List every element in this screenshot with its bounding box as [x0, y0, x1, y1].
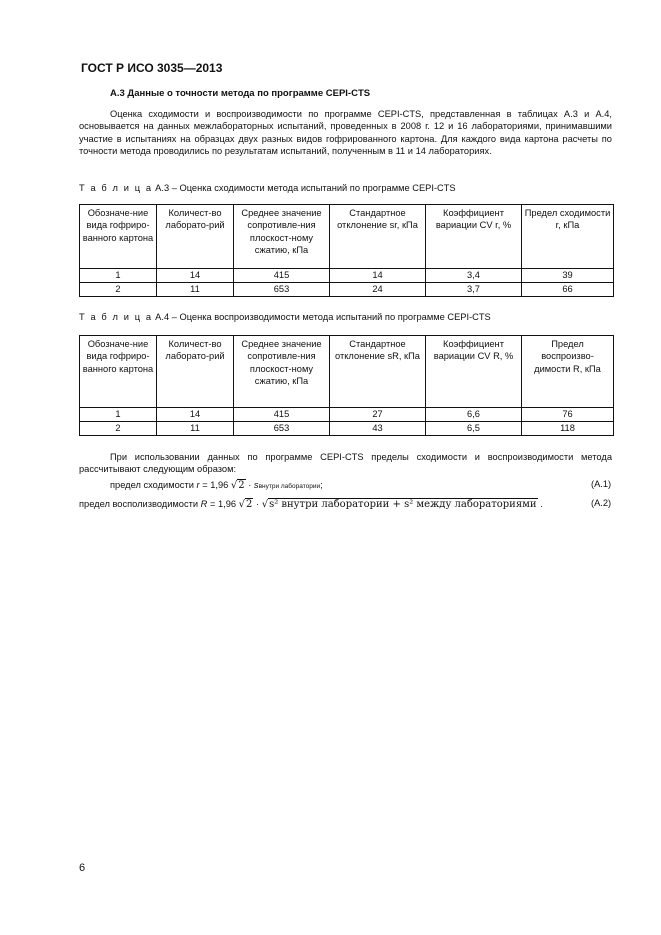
table-cell: 2 — [80, 283, 157, 297]
header-cell: Коэффициент вариации CV R, % — [426, 336, 522, 408]
sqrt-sign: √ — [238, 499, 246, 510]
table-cell: 14 — [157, 408, 234, 422]
table-cell: 415 — [234, 269, 330, 283]
eq-equals: = 1,96 — [199, 480, 231, 490]
intro-line: картона расчеты по точности метода проводились по результатам испытаний, полученным в 11 и 14 — [79, 133, 612, 157]
standard-header: ГОСТ Р ИСО 3035—2013 — [81, 61, 223, 75]
table-row — [80, 269, 614, 283]
table-cell: 6,6 — [426, 408, 522, 422]
table-cell: 118 — [522, 422, 614, 436]
equation-number: (A.2) — [591, 498, 612, 508]
header-cell: Обозначе-ние вида гофриро-ванного картона — [80, 336, 157, 408]
sqrt-radicand: s² внутри лаборатории + s² между лабораториями — [269, 499, 537, 510]
table-header-row — [80, 336, 614, 408]
table-cell: 76 — [522, 408, 614, 422]
header-cell: Среднее значение сопротивле-ния плоскост-ному сжатию, кПа — [234, 336, 330, 408]
table-cell: 1 — [80, 408, 157, 422]
header-cell: Стандартное отклонение sr, кПа — [330, 205, 426, 269]
intro-paragraph — [79, 108, 612, 158]
eq-symbol: · s — [245, 480, 259, 490]
intro-line: лабораториях. — [428, 146, 492, 157]
table-header-row — [80, 205, 614, 269]
equation-a2 — [79, 498, 543, 510]
table-cell: 653 — [234, 283, 330, 297]
table-row — [80, 408, 614, 422]
eq-var: R — [200, 499, 208, 509]
table-cell: 43 — [330, 422, 426, 436]
table-a4 — [79, 335, 614, 436]
caption-prefix: Т а б л и ц а — [79, 312, 153, 322]
header-cell: Среднее значение сопротивле-ния плоскост-ному сжатию, кПа — [234, 205, 330, 269]
table-a4-caption — [79, 312, 491, 322]
header-cell: Предел сходимости r, кПа — [522, 205, 614, 269]
sqrt-sign: √ — [230, 480, 238, 491]
eq-end: . — [537, 499, 543, 509]
table-cell: 14 — [330, 269, 426, 283]
table-cell: 3,7 — [426, 283, 522, 297]
eq-end: ; — [320, 480, 323, 490]
caption-text: А.3 – Оценка сходимости метода испытаний по программе CEPI-CTS — [152, 183, 456, 193]
intro-line: основывается на данных межлабораторных испытаний, проведенных в 2008 г. 12 и 16 лабораториями, — [79, 121, 542, 132]
header-cell: Коэффициент вариации CV r, % — [426, 205, 522, 269]
table-cell: 24 — [330, 283, 426, 297]
caption-prefix: Т а б л и ц а — [79, 183, 153, 193]
table-row — [80, 283, 614, 297]
caption-text: А.4 – Оценка воспроизводимости метода испытаний по программе CEPI-CTS — [152, 312, 491, 322]
table-cell: 6,5 — [426, 422, 522, 436]
intro-line: Оценка сходимости и воспроизводимости по программе CEPI-CTS, представленная в таблицах А.3 и А.4, — [110, 109, 612, 119]
table-cell: 11 — [157, 283, 234, 297]
eq-equals: = 1,96 — [207, 499, 239, 509]
table-cell: 415 — [234, 408, 330, 422]
table-cell: 653 — [234, 422, 330, 436]
table-cell: 2 — [80, 422, 157, 436]
conclusion-line: При использовании данных по программе CEPI-CTS пределы сходимости и воспроизводимости метода — [110, 452, 612, 462]
table-cell: 66 — [522, 283, 614, 297]
eq-dot: · — [253, 499, 262, 509]
sqrt-radicand: 2 — [238, 480, 245, 491]
header-cell: Предел воспроизво-димости R, кПа — [522, 336, 614, 408]
page-number: 6 — [79, 862, 86, 874]
header-cell: Стандартное отклонение sR, кПа — [330, 336, 426, 408]
sqrt-sign: √ — [261, 499, 269, 510]
table-a3-caption — [79, 183, 456, 193]
table-cell: 39 — [522, 269, 614, 283]
sqrt-radicand: 2 — [246, 499, 253, 510]
header-cell: Количест-во лаборато-рий — [157, 205, 234, 269]
table-cell: 11 — [157, 422, 234, 436]
conclusion-line: рассчитывают следующим образом: — [79, 464, 237, 475]
intro-line: принимавшими участие в испытаниях на образцах двух разных видов гофрированного картона. Для каждого вида — [79, 121, 612, 144]
equation-number: (A.1) — [591, 479, 612, 489]
header-cell: Обозначе-ние вида гофриро-ванного картона — [80, 205, 157, 269]
header-cell: Количест-во лаборато-рий — [157, 336, 234, 408]
table-a3 — [79, 204, 614, 297]
section-title: А.3 Данные о точности метода по программе CEPI-CTS — [110, 88, 371, 99]
equation-a1 — [110, 479, 323, 491]
table-cell: 1 — [80, 269, 157, 283]
table-cell: 3,4 — [426, 269, 522, 283]
table-cell: 27 — [330, 408, 426, 422]
conclusion-paragraph — [79, 451, 612, 476]
eq-prefix: предел сходимости — [110, 480, 197, 490]
eq-subscript: внутри лаборатории — [258, 483, 321, 490]
eq-var: r — [196, 480, 200, 490]
eq-prefix: предел восполизводимости — [79, 499, 201, 509]
table-cell: 14 — [157, 269, 234, 283]
table-row — [80, 422, 614, 436]
